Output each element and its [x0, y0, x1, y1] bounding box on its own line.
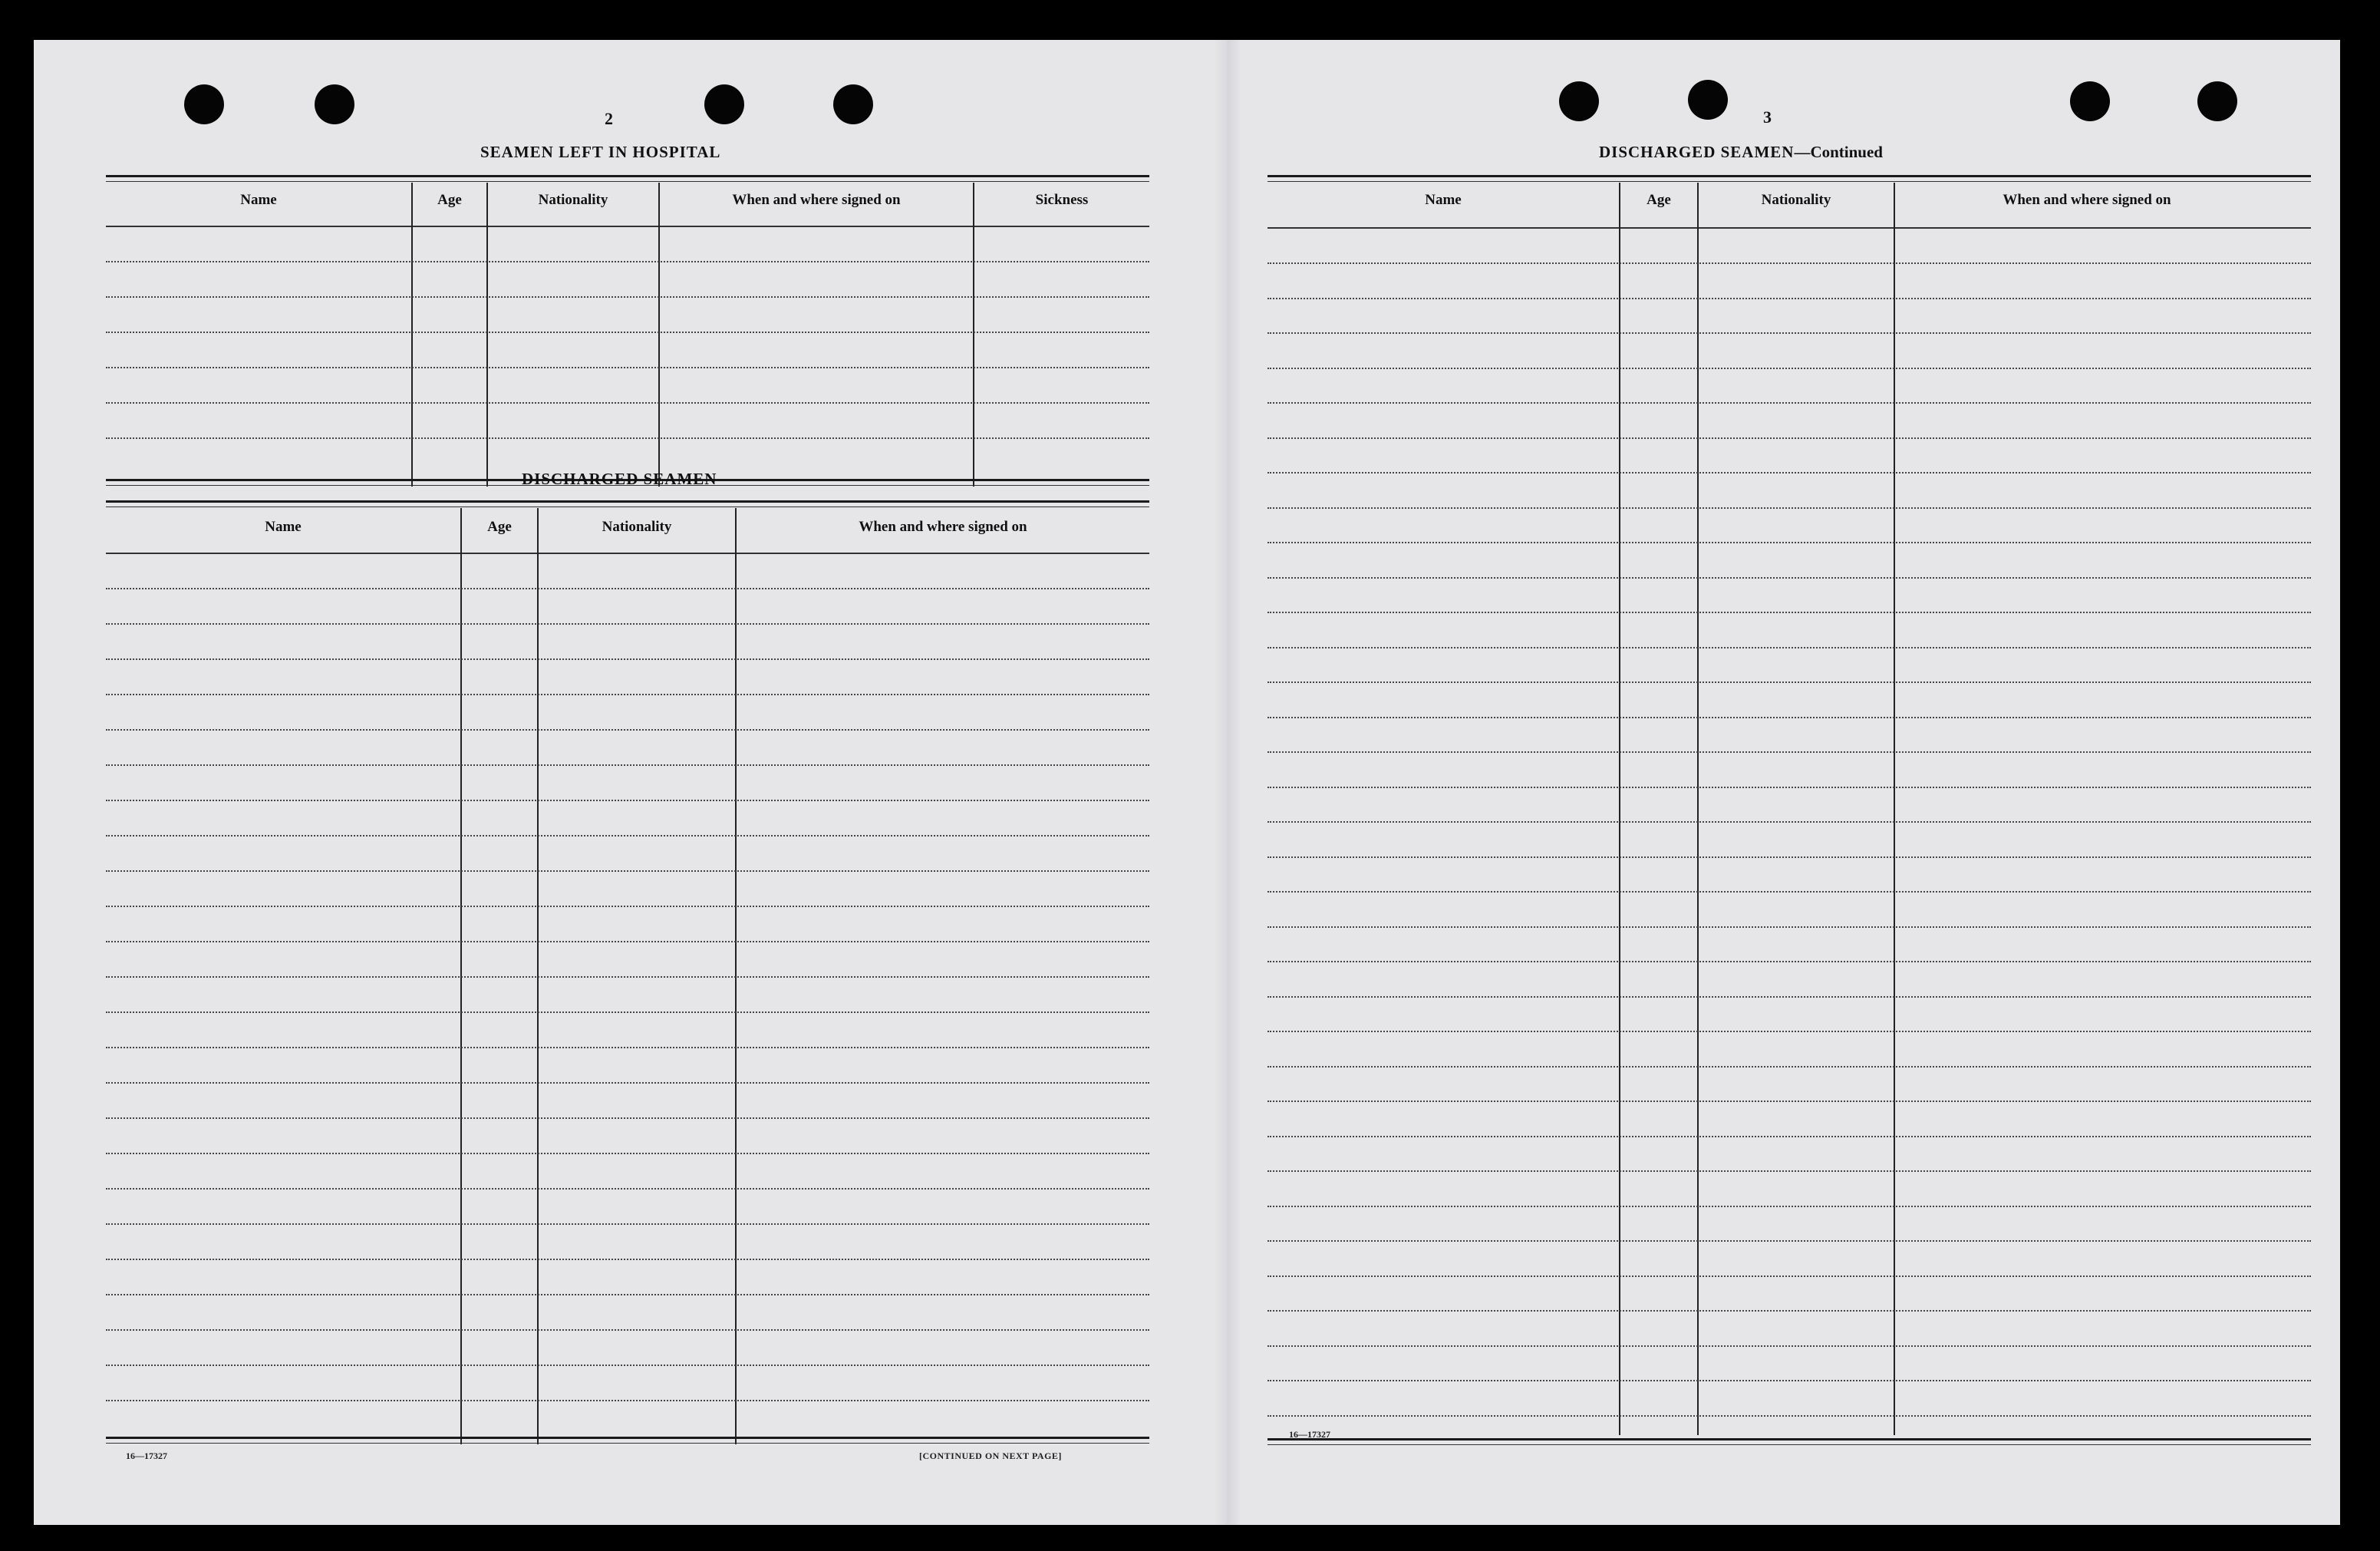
punch-hole [184, 84, 224, 124]
punch-hole [1559, 81, 1599, 121]
right-col-name: Name [1425, 192, 1462, 208]
right-page-number: 3 [1763, 107, 1772, 127]
table-row-line [106, 1047, 1149, 1048]
hospital-table [106, 175, 1149, 490]
right-col-age: Age [1647, 192, 1671, 208]
table-row-line [1267, 1136, 2311, 1137]
punch-hole [2197, 81, 2237, 121]
punch-hole [833, 84, 873, 124]
discharged-col-name: Name [265, 519, 302, 535]
left-bottom-rule [106, 1437, 1149, 1439]
table-row-line [106, 694, 1149, 695]
punch-hole [315, 84, 354, 124]
table-row-line [106, 1365, 1149, 1366]
table-row-line [1267, 1240, 2311, 1242]
table-row-line [1267, 262, 2311, 264]
discharged-continued-table [1267, 175, 2311, 1464]
hospital-col-name: Name [240, 192, 277, 208]
table-row-line [106, 800, 1149, 801]
right-bottom-rule-thin [1267, 1444, 2311, 1445]
hospital-col-sickness: Sickness [1035, 192, 1089, 208]
discharged-continued-title-suffix: —Continued [1794, 143, 1883, 161]
hospital-col-age: Age [437, 192, 462, 208]
right-bottom-rule [1267, 1438, 2311, 1440]
table-row-line [1267, 507, 2311, 509]
table-row-line [1267, 332, 2311, 334]
table-row-line [1267, 856, 2311, 858]
table-row-line [106, 623, 1149, 625]
discharged-section-title: DISCHARGED SEAMEN [522, 470, 717, 488]
table-row-line [1267, 1275, 2311, 1277]
table-row-line [1267, 717, 2311, 718]
table-row-line [1267, 577, 2311, 579]
table-row-line [1267, 751, 2311, 753]
table-row-line [1267, 681, 2311, 683]
discharged-continued-title-main: DISCHARGED SEAMEN [1599, 143, 1795, 161]
table-row-line [1267, 996, 2311, 998]
right-col-nationality: Nationality [1761, 192, 1831, 208]
hospital-col-nationality: Nationality [538, 192, 608, 208]
table-row-line [1267, 472, 2311, 474]
left-bottom-rule-thin [106, 1443, 1149, 1444]
table-row-line [106, 1329, 1149, 1331]
table-row-line [106, 1082, 1149, 1084]
table-row-line [1267, 1101, 2311, 1102]
left-form-code: 16—17327 [126, 1450, 167, 1461]
table-row-line [106, 1011, 1149, 1013]
table-row-line [1267, 926, 2311, 928]
table-row-line [1267, 612, 2311, 613]
table-row-line [106, 588, 1149, 589]
table-row-line [106, 1223, 1149, 1225]
table-row-line [1267, 1206, 2311, 1207]
table-row-line [1267, 1345, 2311, 1347]
table-row-line [1267, 961, 2311, 962]
punch-hole [704, 84, 744, 124]
table-row-line [1267, 1310, 2311, 1312]
table-row-line [1267, 1066, 2311, 1068]
discharged-col-nationality: Nationality [602, 519, 672, 535]
page-fold [1214, 40, 1240, 1525]
table-row-line [106, 835, 1149, 837]
right-form-code: 16—17327 [1289, 1429, 1330, 1440]
hospital-section-title: SEAMEN LEFT IN HOSPITAL [480, 143, 721, 161]
table-row-line [1267, 298, 2311, 299]
table-row-line [106, 1117, 1149, 1119]
table-row-line [106, 870, 1149, 872]
table-row-line [1267, 821, 2311, 823]
discharged-continued-title [1599, 143, 1883, 162]
left-page-number: 2 [605, 109, 613, 128]
table-row-line [1267, 891, 2311, 893]
table-row-line [1267, 1415, 2311, 1417]
table-row-line [1267, 368, 2311, 369]
table-row-line [1267, 787, 2311, 788]
hospital-col-signed-on: When and where signed on [732, 192, 901, 208]
table-row-line [106, 906, 1149, 907]
table-row-line [1267, 402, 2311, 404]
discharged-table [106, 500, 1149, 1487]
table-row-line [106, 729, 1149, 731]
table-row-line [1267, 437, 2311, 439]
table-row-line [1267, 542, 2311, 543]
punch-hole [2070, 81, 2110, 121]
right-col-signed-on: When and where signed on [2003, 192, 2171, 208]
table-row-line [1267, 647, 2311, 648]
table-row-line [106, 764, 1149, 766]
discharged-col-age: Age [487, 519, 512, 535]
table-row-line [106, 1153, 1149, 1154]
continued-note: [CONTINUED ON NEXT PAGE] [919, 1450, 1062, 1461]
table-row-line [106, 1400, 1149, 1401]
table-row-line [106, 658, 1149, 660]
table-row-line [106, 1259, 1149, 1260]
punch-hole [1688, 80, 1728, 120]
table-row-line [106, 1294, 1149, 1295]
table-row-line [106, 941, 1149, 942]
discharged-col-signed-on: When and where signed on [859, 519, 1027, 535]
table-row-line [106, 976, 1149, 978]
table-row-line [1267, 1380, 2311, 1381]
table-row-line [1267, 1170, 2311, 1172]
crew-list-sheet [34, 40, 2340, 1525]
table-row-line [106, 1188, 1149, 1190]
table-row-line [1267, 1031, 2311, 1032]
